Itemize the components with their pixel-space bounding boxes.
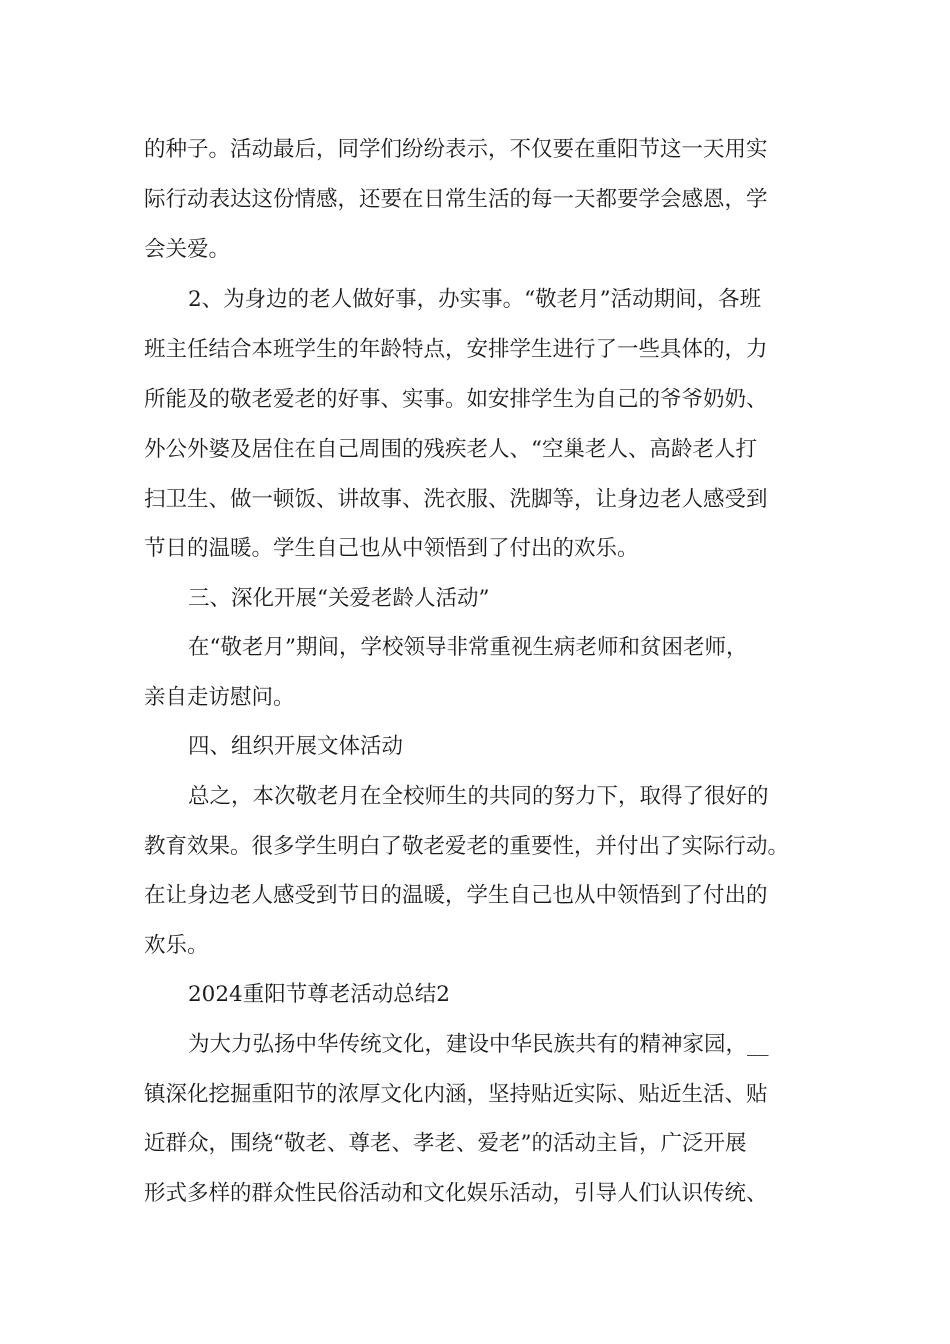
body-text-line: 所能及的敬老爱老的好事、实事。如安排学生为自己的爷爷奶奶、 [144,387,768,412]
section-heading: 四、组织开展文体活动 [188,734,404,759]
body-text-line: 的种子。活动最后，同学们纷纷表示，不仅要在重阳节这一天用实 [144,137,768,162]
paragraph-first-line: 为大力弘扬中华传统文化，建设中华民族共有的精神家园，__ [188,1032,769,1057]
document-subtitle: 2024重阳节尊老活动总结2 [188,982,450,1007]
body-text-line: 外公外婆及居住在自己周围的残疾老人、“空巢老人、高龄老人打 [144,437,757,462]
body-text-line: 在让身边老人感受到节日的温暖，学生自己也从中领悟到了付出的 [144,883,768,908]
body-text-line: 教育效果。很多学生明白了敬老爱老的重要性，并付出了实际行动。 [144,834,790,859]
body-text-line: 节日的温暖。学生自己也从中领悟到了付出的欢乐。 [144,536,639,561]
paragraph-first-line: 总之，本次敬老月在全校师生的共同的努力下，取得了很好的 [188,784,769,809]
paragraph-first-line: 在“敬老月”期间，学校领导非常重视生病老师和贫困老师， [188,635,748,660]
body-text-line: 扫卫生、做一顿饭、讲故事、洗衣服、洗脚等，让身边老人感受到 [144,487,768,512]
body-text-line: 际行动表达这份情感，还要在日常生活的每一天都要学会感恩，学 [144,187,768,212]
body-text-line: 亲自走访慰问。 [144,685,295,710]
body-text-line: 班主任结合本班学生的年龄特点，安排学生进行了一些具体的，力 [144,337,768,362]
section-heading: 三、深化开展“关爱老龄人活动” [188,586,490,611]
body-text-line: 会关爱。 [144,237,231,262]
body-text-line: 形式多样的群众性民俗活动和文化娱乐活动，引导人们认识传统、 [144,1181,768,1206]
body-text-line: 欢乐。 [144,933,209,958]
paragraph-first-line: 2、为身边的老人做好事，办实事。“敬老月”活动期间，各班 [188,287,762,312]
body-text-line: 近群众，围绕“敬老、尊老、孝老、爱老”的活动主旨，广泛开展 [144,1131,747,1156]
body-text-line: 镇深化挖掘重阳节的浓厚文化内涵，坚持贴近实际、贴近生活、贴 [144,1082,768,1107]
